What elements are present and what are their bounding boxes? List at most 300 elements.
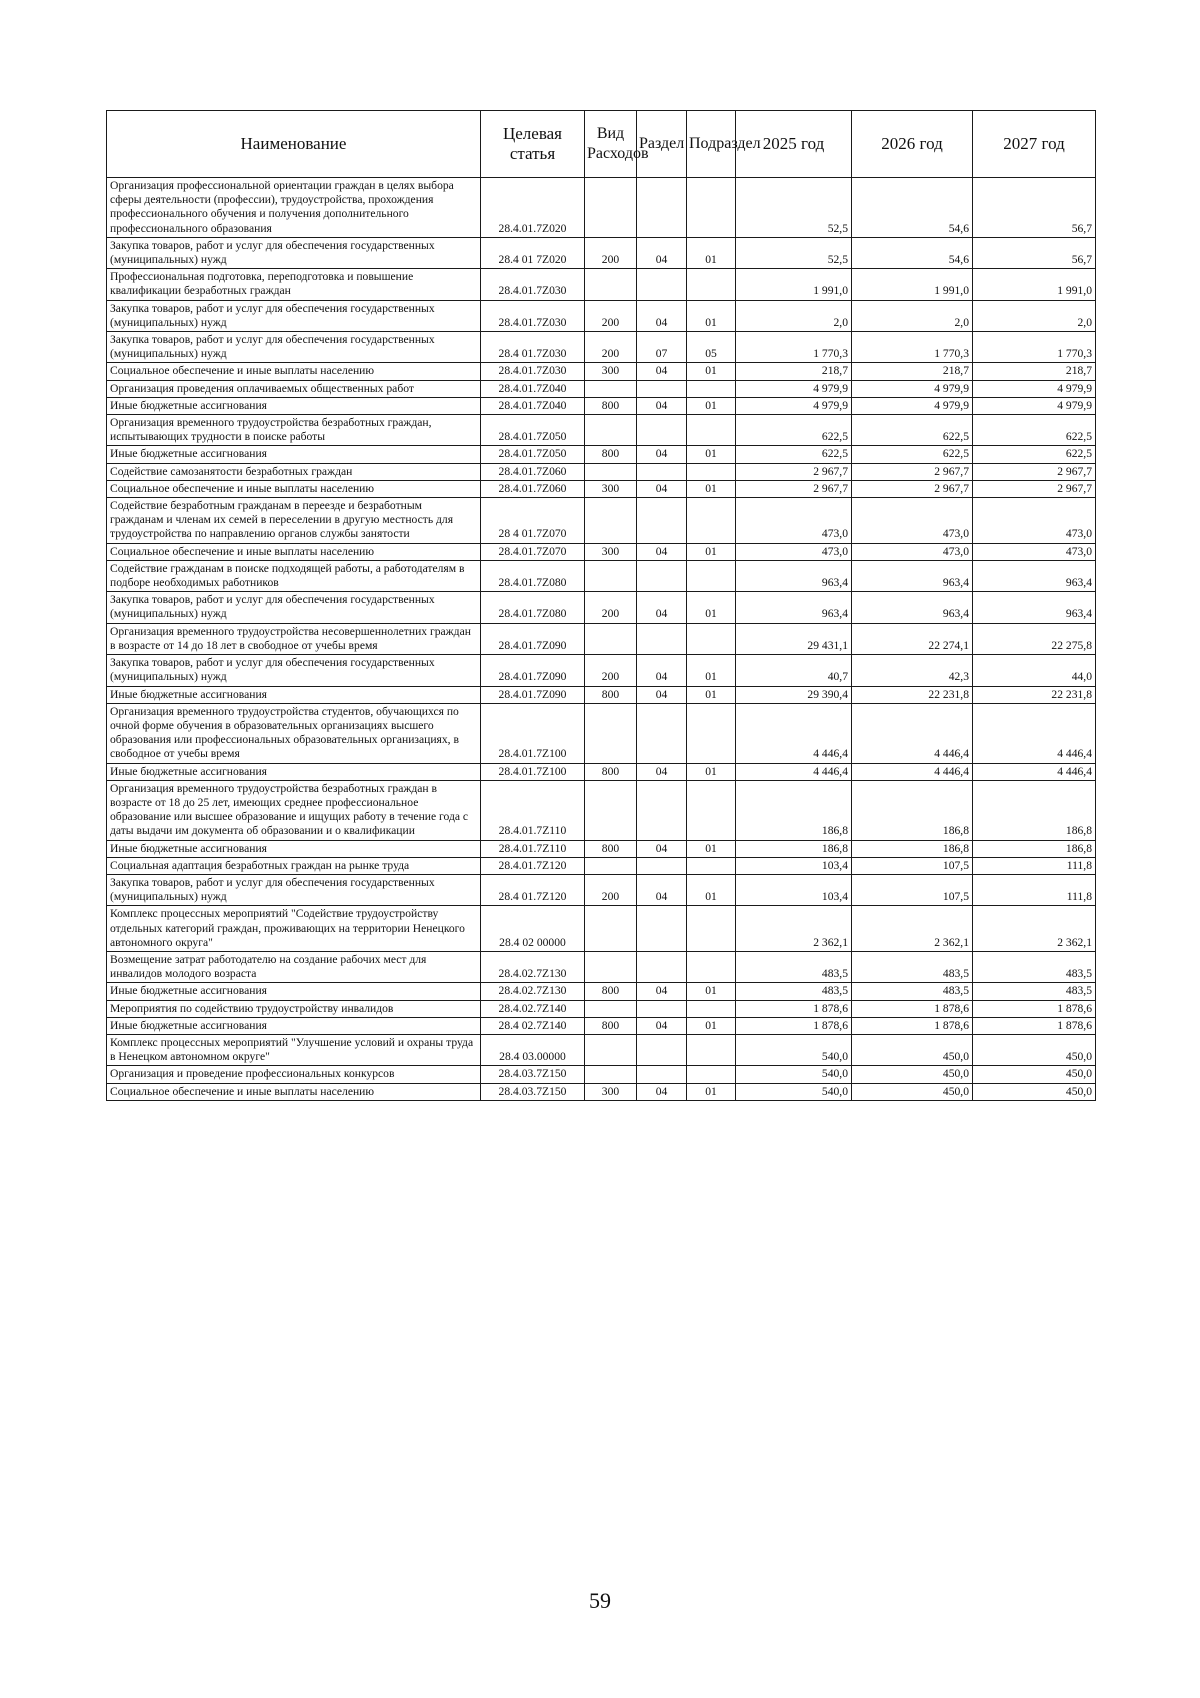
cell-year-2027: 2 967,7 — [973, 463, 1096, 480]
cell-target-article: 28.4.01.7Z060 — [481, 463, 585, 480]
cell-year-2025: 186,8 — [736, 840, 852, 857]
table-row — [107, 178, 1096, 238]
cell-expense-type — [585, 1000, 637, 1017]
cell-section: 04 — [637, 363, 687, 380]
table-row — [107, 480, 1096, 497]
cell-expense-type: 800 — [585, 1017, 637, 1034]
cell-section — [637, 623, 687, 654]
table-row — [107, 237, 1096, 268]
table-row — [107, 623, 1096, 654]
cell-target-article: 28.4.01.7Z040 — [481, 397, 585, 414]
cell-target-article: 28.4.01.7Z090 — [481, 655, 585, 686]
table-row — [107, 332, 1096, 363]
cell-year-2025: 963,4 — [736, 560, 852, 591]
header-year-2025: 2025 год — [736, 111, 852, 178]
cell-expense-type — [585, 178, 637, 238]
cell-expense-type: 300 — [585, 480, 637, 497]
page-number: 59 — [589, 1588, 611, 1613]
cell-subsection: 01 — [687, 592, 736, 623]
cell-year-2026: 483,5 — [852, 983, 973, 1000]
table-row — [107, 463, 1096, 480]
cell-expense-type: 800 — [585, 763, 637, 780]
cell-expense-type — [585, 623, 637, 654]
cell-subsection: 01 — [687, 397, 736, 414]
cell-expense-type: 800 — [585, 983, 637, 1000]
cell-year-2025: 473,0 — [736, 498, 852, 544]
cell-target-article: 28.4.01.7Z050 — [481, 446, 585, 463]
cell-subsection — [687, 906, 736, 952]
cell-expense-type — [585, 906, 637, 952]
cell-subsection: 01 — [687, 686, 736, 703]
cell-name: Иные бюджетные ассигнования — [107, 686, 481, 703]
cell-target-article: 28.4.01.7Z090 — [481, 686, 585, 703]
cell-subsection — [687, 1034, 736, 1065]
cell-year-2027: 1 878,6 — [973, 1000, 1096, 1017]
cell-year-2025: 4 979,9 — [736, 380, 852, 397]
cell-target-article: 28.4.01.7Z090 — [481, 623, 585, 654]
header-year-2027: 2027 год — [973, 111, 1096, 178]
table-row — [107, 269, 1096, 300]
table-row — [107, 1034, 1096, 1065]
table-row — [107, 983, 1096, 1000]
cell-year-2027: 22 231,8 — [973, 686, 1096, 703]
cell-name: Иные бюджетные ассигнования — [107, 763, 481, 780]
cell-year-2026: 963,4 — [852, 592, 973, 623]
header-target-article: Целевая статья — [481, 111, 585, 178]
cell-target-article: 28.4.03.7Z150 — [481, 1083, 585, 1100]
cell-year-2027: 1 770,3 — [973, 332, 1096, 363]
cell-name: Содействие самозанятости безработных граждан — [107, 463, 481, 480]
cell-subsection — [687, 269, 736, 300]
cell-year-2025: 1 878,6 — [736, 1000, 852, 1017]
cell-target-article: 28.4 02.7Z140 — [481, 1017, 585, 1034]
cell-year-2026: 22 231,8 — [852, 686, 973, 703]
cell-year-2025: 1 991,0 — [736, 269, 852, 300]
cell-section: 04 — [637, 300, 687, 331]
cell-year-2025: 540,0 — [736, 1034, 852, 1065]
cell-subsection: 01 — [687, 840, 736, 857]
cell-year-2025: 622,5 — [736, 415, 852, 446]
header-year-2026: 2026 год — [852, 111, 973, 178]
table-header-row — [107, 111, 1096, 178]
cell-year-2027: 4 446,4 — [973, 763, 1096, 780]
header-name: Наименование — [107, 111, 481, 178]
cell-year-2027: 22 275,8 — [973, 623, 1096, 654]
cell-section — [637, 857, 687, 874]
cell-name: Иные бюджетные ассигнования — [107, 1017, 481, 1034]
cell-year-2027: 56,7 — [973, 178, 1096, 238]
cell-subsection — [687, 415, 736, 446]
cell-year-2026: 4 446,4 — [852, 763, 973, 780]
cell-year-2025: 4 979,9 — [736, 397, 852, 414]
table-row — [107, 397, 1096, 414]
table-row — [107, 592, 1096, 623]
cell-year-2027: 963,4 — [973, 560, 1096, 591]
cell-section — [637, 269, 687, 300]
cell-subsection — [687, 560, 736, 591]
cell-expense-type — [585, 1066, 637, 1083]
cell-year-2025: 1 770,3 — [736, 332, 852, 363]
cell-section: 04 — [637, 446, 687, 463]
cell-subsection: 01 — [687, 763, 736, 780]
cell-subsection: 05 — [687, 332, 736, 363]
table-row — [107, 906, 1096, 952]
cell-year-2026: 1 991,0 — [852, 269, 973, 300]
cell-expense-type: 800 — [585, 397, 637, 414]
cell-target-article: 28.4.01.7Z030 — [481, 363, 585, 380]
cell-expense-type: 300 — [585, 543, 637, 560]
table-row — [107, 300, 1096, 331]
table-row — [107, 446, 1096, 463]
cell-year-2027: 218,7 — [973, 363, 1096, 380]
cell-subsection: 01 — [687, 655, 736, 686]
cell-section — [637, 498, 687, 544]
cell-year-2026: 622,5 — [852, 446, 973, 463]
cell-year-2025: 963,4 — [736, 592, 852, 623]
cell-section: 04 — [637, 874, 687, 905]
cell-year-2026: 186,8 — [852, 780, 973, 840]
cell-target-article: 28.4 01 7Z020 — [481, 237, 585, 268]
cell-name: Организация временного трудоустройства несовершеннолетних граждан в возрасте от 14 до 18 лет в свободное от учебы время — [107, 623, 481, 654]
table-row — [107, 543, 1096, 560]
cell-year-2026: 450,0 — [852, 1034, 973, 1065]
cell-year-2026: 450,0 — [852, 1066, 973, 1083]
cell-year-2025: 52,5 — [736, 178, 852, 238]
cell-target-article: 28.4.01.7Z110 — [481, 840, 585, 857]
cell-name: Социальное обеспечение и иные выплаты населению — [107, 543, 481, 560]
cell-section — [637, 415, 687, 446]
cell-section — [637, 780, 687, 840]
cell-year-2027: 1 991,0 — [973, 269, 1096, 300]
table-row — [107, 763, 1096, 780]
cell-year-2027: 56,7 — [973, 237, 1096, 268]
cell-subsection: 01 — [687, 1083, 736, 1100]
cell-year-2025: 473,0 — [736, 543, 852, 560]
cell-year-2026: 1 878,6 — [852, 1000, 973, 1017]
cell-expense-type — [585, 380, 637, 397]
cell-name: Содействие гражданам в поиске подходящей работы, а работодателям в подборе необходимых работников — [107, 560, 481, 591]
cell-target-article: 28.4.02.7Z140 — [481, 1000, 585, 1017]
cell-name: Содействие безработным гражданам в переезде и безработным гражданам и членам их семей в переселении в другую местность для трудоустройства по направлению органов службы занятости — [107, 498, 481, 544]
cell-expense-type: 200 — [585, 874, 637, 905]
cell-subsection: 01 — [687, 983, 736, 1000]
cell-section — [637, 1034, 687, 1065]
cell-year-2026: 218,7 — [852, 363, 973, 380]
cell-expense-type — [585, 1034, 637, 1065]
cell-year-2025: 540,0 — [736, 1083, 852, 1100]
cell-section: 04 — [637, 397, 687, 414]
cell-year-2026: 54,6 — [852, 237, 973, 268]
cell-name: Закупка товаров, работ и услуг для обеспечения государственных (муниципальных) нужд — [107, 332, 481, 363]
table-row — [107, 1000, 1096, 1017]
cell-subsection: 01 — [687, 300, 736, 331]
cell-expense-type — [585, 463, 637, 480]
cell-section — [637, 703, 687, 763]
cell-section: 04 — [637, 763, 687, 780]
table-row — [107, 560, 1096, 591]
cell-name: Иные бюджетные ассигнования — [107, 446, 481, 463]
cell-target-article: 28.4.01.7Z120 — [481, 857, 585, 874]
cell-subsection: 01 — [687, 543, 736, 560]
cell-year-2026: 1 878,6 — [852, 1017, 973, 1034]
cell-target-article: 28.4 02 00000 — [481, 906, 585, 952]
cell-expense-type: 800 — [585, 446, 637, 463]
table-row — [107, 874, 1096, 905]
cell-name: Комплекс процессных мероприятий "Содействие трудоустройству отдельных категорий граждан, проживающих на территории Ненецкого автономного округа" — [107, 906, 481, 952]
cell-section: 04 — [637, 686, 687, 703]
cell-section — [637, 560, 687, 591]
cell-expense-type: 200 — [585, 655, 637, 686]
cell-target-article: 28.4.01.7Z050 — [481, 415, 585, 446]
cell-year-2026: 4 979,9 — [852, 380, 973, 397]
cell-section: 04 — [637, 1083, 687, 1100]
cell-expense-type: 200 — [585, 592, 637, 623]
cell-name: Социальное обеспечение и иные выплаты населению — [107, 363, 481, 380]
cell-target-article: 28.4.01.7Z080 — [481, 592, 585, 623]
cell-subsection — [687, 857, 736, 874]
cell-year-2027: 622,5 — [973, 415, 1096, 446]
cell-year-2027: 450,0 — [973, 1083, 1096, 1100]
cell-expense-type: 200 — [585, 237, 637, 268]
cell-name: Организация временного трудоустройства студентов, обучающихся по очной форме обучения в образовательных организациях высшего образования или профессиональных образовательных организациях, в свободное от учебы время — [107, 703, 481, 763]
cell-year-2026: 2,0 — [852, 300, 973, 331]
cell-expense-type: 300 — [585, 363, 637, 380]
table-row — [107, 951, 1096, 982]
cell-year-2027: 4 446,4 — [973, 703, 1096, 763]
cell-year-2027: 963,4 — [973, 592, 1096, 623]
cell-subsection: 01 — [687, 1017, 736, 1034]
table-row — [107, 1066, 1096, 1083]
cell-name: Закупка товаров, работ и услуг для обеспечения государственных (муниципальных) нужд — [107, 237, 481, 268]
cell-year-2027: 44,0 — [973, 655, 1096, 686]
table-row — [107, 840, 1096, 857]
cell-target-article: 28 4 01.7Z070 — [481, 498, 585, 544]
cell-year-2026: 54,6 — [852, 178, 973, 238]
cell-target-article: 28.4.01.7Z030 — [481, 300, 585, 331]
cell-name: Мероприятия по содействию трудоустройству инвалидов — [107, 1000, 481, 1017]
cell-subsection — [687, 178, 736, 238]
cell-year-2027: 450,0 — [973, 1034, 1096, 1065]
cell-year-2025: 103,4 — [736, 874, 852, 905]
cell-year-2026: 2 362,1 — [852, 906, 973, 952]
cell-target-article: 28.4.01.7Z100 — [481, 763, 585, 780]
budget-table — [106, 110, 1096, 1101]
table-row — [107, 703, 1096, 763]
cell-subsection — [687, 380, 736, 397]
cell-expense-type — [585, 780, 637, 840]
cell-name: Социальное обеспечение и иные выплаты населению — [107, 1083, 481, 1100]
cell-target-article: 28.4 03.00000 — [481, 1034, 585, 1065]
cell-section: 04 — [637, 480, 687, 497]
cell-name: Закупка товаров, работ и услуг для обеспечения государственных (муниципальных) нужд — [107, 874, 481, 905]
cell-year-2027: 473,0 — [973, 498, 1096, 544]
cell-section: 04 — [637, 543, 687, 560]
cell-year-2025: 2 362,1 — [736, 906, 852, 952]
cell-name: Закупка товаров, работ и услуг для обеспечения государственных (муниципальных) нужд — [107, 300, 481, 331]
cell-year-2026: 22 274,1 — [852, 623, 973, 654]
cell-section — [637, 951, 687, 982]
cell-year-2027: 4 979,9 — [973, 380, 1096, 397]
cell-expense-type: 200 — [585, 300, 637, 331]
cell-subsection — [687, 623, 736, 654]
cell-subsection — [687, 1000, 736, 1017]
cell-section: 04 — [637, 1017, 687, 1034]
cell-year-2025: 483,5 — [736, 951, 852, 982]
cell-year-2026: 4 979,9 — [852, 397, 973, 414]
cell-section: 04 — [637, 983, 687, 1000]
cell-year-2027: 483,5 — [973, 983, 1096, 1000]
cell-target-article: 28.4.01.7Z020 — [481, 178, 585, 238]
cell-target-article: 28.4.01.7Z040 — [481, 380, 585, 397]
cell-year-2026: 963,4 — [852, 560, 973, 591]
cell-subsection — [687, 463, 736, 480]
cell-name: Возмещение затрат работодателю на создание рабочих мест для инвалидов молодого возраста — [107, 951, 481, 982]
cell-target-article: 28.4.01.7Z060 — [481, 480, 585, 497]
cell-name: Социальное обеспечение и иные выплаты населению — [107, 480, 481, 497]
cell-year-2026: 622,5 — [852, 415, 973, 446]
cell-target-article: 28.4.01.7Z080 — [481, 560, 585, 591]
cell-year-2025: 40,7 — [736, 655, 852, 686]
cell-name: Иные бюджетные ассигнования — [107, 983, 481, 1000]
cell-target-article: 28.4.03.7Z150 — [481, 1066, 585, 1083]
cell-target-article: 28.4 01.7Z030 — [481, 332, 585, 363]
table-row — [107, 1017, 1096, 1034]
cell-year-2027: 2 967,7 — [973, 480, 1096, 497]
cell-year-2025: 1 878,6 — [736, 1017, 852, 1034]
cell-year-2026: 450,0 — [852, 1083, 973, 1100]
table-row — [107, 363, 1096, 380]
table-body — [107, 178, 1096, 1101]
cell-expense-type: 800 — [585, 686, 637, 703]
cell-year-2027: 111,8 — [973, 857, 1096, 874]
cell-expense-type: 300 — [585, 1083, 637, 1100]
cell-section: 07 — [637, 332, 687, 363]
header-subsection: Подраздел — [687, 111, 736, 178]
cell-name: Организация временного трудоустройства безработных граждан в возрасте от 18 до 25 лет, имеющих среднее профессиональное образование или высшее образование и ищущих работу в течение года с даты выдачи им документа об образовании и о квалификации — [107, 780, 481, 840]
table-row — [107, 780, 1096, 840]
cell-year-2026: 107,5 — [852, 857, 973, 874]
table-row — [107, 1083, 1096, 1100]
cell-year-2025: 103,4 — [736, 857, 852, 874]
cell-year-2025: 218,7 — [736, 363, 852, 380]
cell-year-2026: 1 770,3 — [852, 332, 973, 363]
cell-year-2025: 540,0 — [736, 1066, 852, 1083]
cell-year-2027: 622,5 — [973, 446, 1096, 463]
cell-year-2026: 483,5 — [852, 951, 973, 982]
cell-year-2025: 29 390,4 — [736, 686, 852, 703]
cell-subsection — [687, 703, 736, 763]
cell-expense-type: 200 — [585, 332, 637, 363]
cell-year-2026: 107,5 — [852, 874, 973, 905]
cell-name: Организация временного трудоустройства безработных граждан, испытывающих трудности в поиске работы — [107, 415, 481, 446]
cell-year-2027: 186,8 — [973, 780, 1096, 840]
cell-subsection: 01 — [687, 237, 736, 268]
cell-subsection — [687, 1066, 736, 1083]
cell-year-2026: 2 967,7 — [852, 463, 973, 480]
cell-name: Закупка товаров, работ и услуг для обеспечения государственных (муниципальных) нужд — [107, 655, 481, 686]
cell-section — [637, 463, 687, 480]
cell-year-2025: 29 431,1 — [736, 623, 852, 654]
cell-section: 04 — [637, 592, 687, 623]
cell-year-2026: 186,8 — [852, 840, 973, 857]
cell-target-article: 28.4.01.7Z110 — [481, 780, 585, 840]
cell-year-2025: 483,5 — [736, 983, 852, 1000]
cell-year-2027: 186,8 — [973, 840, 1096, 857]
cell-name: Закупка товаров, работ и услуг для обеспечения государственных (муниципальных) нужд — [107, 592, 481, 623]
cell-expense-type — [585, 415, 637, 446]
cell-name: Социальная адаптация безработных граждан на рынке труда — [107, 857, 481, 874]
cell-target-article: 28.4 01.7Z120 — [481, 874, 585, 905]
cell-year-2027: 483,5 — [973, 951, 1096, 982]
cell-expense-type — [585, 703, 637, 763]
cell-name: Комплекс процессных мероприятий "Улучшение условий и охраны труда в Ненецком автономном округе" — [107, 1034, 481, 1065]
cell-section — [637, 380, 687, 397]
cell-subsection — [687, 951, 736, 982]
cell-year-2026: 473,0 — [852, 498, 973, 544]
cell-target-article: 28.4.02.7Z130 — [481, 983, 585, 1000]
cell-section — [637, 1000, 687, 1017]
cell-section — [637, 1066, 687, 1083]
cell-year-2027: 2,0 — [973, 300, 1096, 331]
table-row — [107, 857, 1096, 874]
cell-year-2025: 2 967,7 — [736, 463, 852, 480]
cell-subsection — [687, 780, 736, 840]
cell-year-2025: 2 967,7 — [736, 480, 852, 497]
header-expense-type: Вид Расходов — [585, 111, 637, 178]
cell-year-2025: 622,5 — [736, 446, 852, 463]
cell-year-2026: 473,0 — [852, 543, 973, 560]
cell-subsection: 01 — [687, 363, 736, 380]
cell-section: 04 — [637, 237, 687, 268]
cell-year-2027: 111,8 — [973, 874, 1096, 905]
cell-year-2026: 2 967,7 — [852, 480, 973, 497]
cell-section — [637, 178, 687, 238]
cell-target-article: 28.4.02.7Z130 — [481, 951, 585, 982]
table-row — [107, 380, 1096, 397]
cell-section — [637, 906, 687, 952]
cell-year-2027: 473,0 — [973, 543, 1096, 560]
cell-year-2025: 4 446,4 — [736, 703, 852, 763]
cell-name: Организация и проведение профессиональных конкурсов — [107, 1066, 481, 1083]
cell-subsection: 01 — [687, 874, 736, 905]
cell-year-2026: 42,3 — [852, 655, 973, 686]
table-row — [107, 498, 1096, 544]
cell-subsection: 01 — [687, 480, 736, 497]
table-row — [107, 655, 1096, 686]
cell-year-2025: 52,5 — [736, 237, 852, 268]
cell-expense-type — [585, 857, 637, 874]
cell-name: Организация проведения оплачиваемых общественных работ — [107, 380, 481, 397]
cell-section: 04 — [637, 840, 687, 857]
cell-expense-type — [585, 498, 637, 544]
cell-target-article: 28.4.01.7Z100 — [481, 703, 585, 763]
cell-subsection — [687, 498, 736, 544]
cell-name: Профессиональная подготовка, переподготовка и повышение квалификации безработных граждан — [107, 269, 481, 300]
cell-target-article: 28.4.01.7Z070 — [481, 543, 585, 560]
cell-year-2025: 186,8 — [736, 780, 852, 840]
cell-expense-type — [585, 951, 637, 982]
cell-section: 04 — [637, 655, 687, 686]
cell-expense-type — [585, 560, 637, 591]
cell-name: Иные бюджетные ассигнования — [107, 397, 481, 414]
cell-name: Иные бюджетные ассигнования — [107, 840, 481, 857]
cell-subsection: 01 — [687, 446, 736, 463]
table-row — [107, 415, 1096, 446]
header-section: Раздел — [637, 111, 687, 178]
cell-expense-type: 800 — [585, 840, 637, 857]
cell-year-2025: 4 446,4 — [736, 763, 852, 780]
cell-name: Организация профессиональной ориентации граждан в целях выбора сферы деятельности (профессии), трудоустройства, прохождения профессионального обучения и получения дополнительного профессионального образования — [107, 178, 481, 238]
